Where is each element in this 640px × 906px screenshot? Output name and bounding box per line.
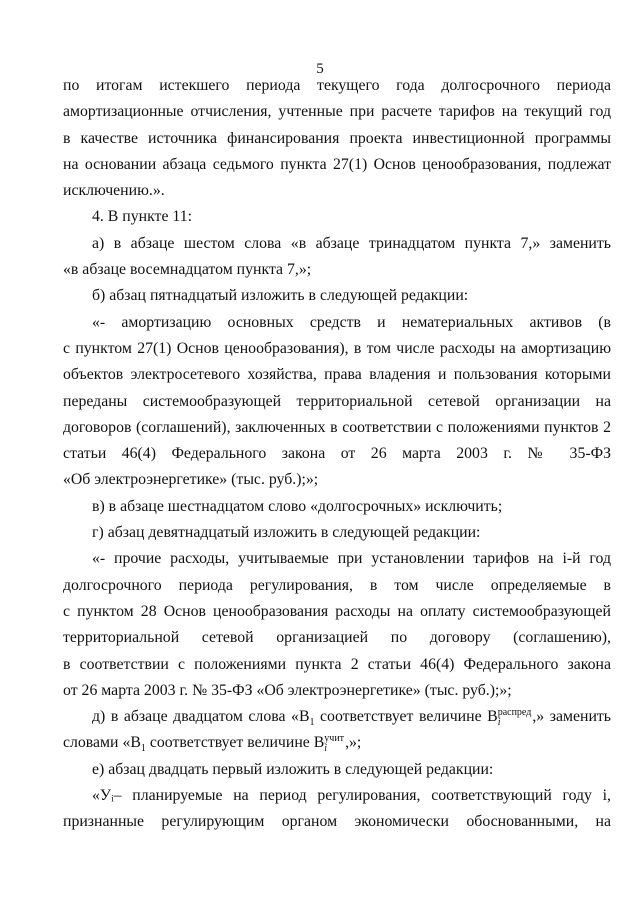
formula-text: соответствует величине (314, 708, 488, 726)
formula-text: д) в абзаце двадцатом слова « (92, 708, 299, 726)
paragraph-block-bottom (63, 757, 611, 836)
text-line: б) абзац пятнадцатый изложить в следующей редакции: (92, 287, 469, 305)
text-line: амортизационные отчисления, учтенные при расчете тарифов на текущий год (63, 103, 611, 121)
text-line: «- прочие расходы, учитываемые при установлении тарифов на i-й год (92, 550, 611, 568)
symbol-superscript: распред (497, 706, 532, 718)
symbol-letter: B (130, 734, 141, 752)
symbol-b1 (298, 708, 315, 729)
page-number: 5 (316, 61, 324, 77)
text-line: с пунктом 27(1) Основ ценообразования), в том числе расходы на амортизацию (63, 339, 611, 357)
text-line: объектов электросетевого хозяйства, права владения и пользования которыми (63, 366, 611, 384)
formula-line-d-2 (63, 730, 611, 756)
text-line: по итогам истекшего периода текущего года долгосрочного периода (63, 77, 611, 94)
formula-line-d-1 (63, 704, 611, 730)
text-line: на основании абзаца седьмого пункта 27(1) Основ ценообразования, подлежат (63, 155, 611, 173)
text-line: переданы системообразующей территориальной сетевой организации на (63, 392, 611, 410)
formula-text: ,»; (345, 734, 362, 752)
text-line: «Уᵢ– планируемые на период регулирования, соответствующий году i, (92, 787, 611, 805)
symbol-subscript: 1 (309, 717, 315, 729)
symbol-b-uchit (313, 732, 345, 754)
text-line: е) абзац двадцать первый изложить в следующей редакции: (92, 760, 494, 778)
text-line: в соответствии с положениями пункта 2 статьи 46(4) Федерального закона (63, 655, 611, 673)
text-line: в) в абзаце шестнадцатом слово «долгосрочных» исключить; (92, 497, 503, 515)
text-line: «- амортизацию основных средств и нематериальных активов (в (92, 313, 611, 331)
paragraph-block-top (63, 73, 611, 704)
symbol-b-raspred (487, 706, 532, 728)
text-line: от 26 марта 2003 г. № 35-ФЗ «Об электроэнергетике» (тыс. руб.);»; (63, 681, 512, 699)
symbol-superscript: учит (324, 732, 345, 744)
text-line: договоров (соглашений), заключенных в соответствии с положениями пунктов 2 (63, 418, 611, 436)
formula-text: словами « (63, 734, 131, 752)
symbol-letter: B (313, 734, 325, 752)
text-line: «в абзаце восемнадцатом пункта 7,»; (63, 261, 312, 279)
text-line: с пунктом 28 Основ ценообразования расходы на оплату системообразующей (63, 602, 611, 620)
text-line: «Об электроэнергетике» (тыс. руб.);»; (63, 471, 319, 489)
text-line: 4. В пункте 11: (92, 208, 193, 226)
text-line: исключению.». (63, 182, 165, 200)
symbol-subscript: i (324, 742, 328, 754)
symbol-b1 (130, 734, 146, 755)
text-line: территориальной сетевой организацией по договору (соглашению), (63, 629, 611, 647)
symbol-letter: B (298, 708, 310, 726)
symbol-letter: B (487, 708, 498, 726)
text-line: в качестве источника финансирования проекта инвестиционной программы (63, 129, 611, 147)
text-line: а) в абзаце шестом слова «в абзаце тринадцатом пункта 7,» заменить (92, 234, 611, 252)
formula-text: соответствует величине (145, 734, 314, 752)
text-line: долгосрочного периода регулирования, в том числе определяемые в (63, 576, 611, 594)
symbol-subscript: i (497, 716, 501, 728)
text-line: признанные регулирующим органом экономически обоснованными, на (63, 813, 611, 831)
document-body (63, 73, 611, 836)
symbol-subscript: 1 (140, 743, 146, 755)
text-line: статьи 46(4) Федерального закона от 26 марта 2003 г. № 35-ФЗ (63, 445, 611, 463)
text-line: г) абзац девятнадцатый изложить в следующей редакции: (92, 524, 481, 542)
formula-text: ,» заменить (532, 708, 611, 726)
